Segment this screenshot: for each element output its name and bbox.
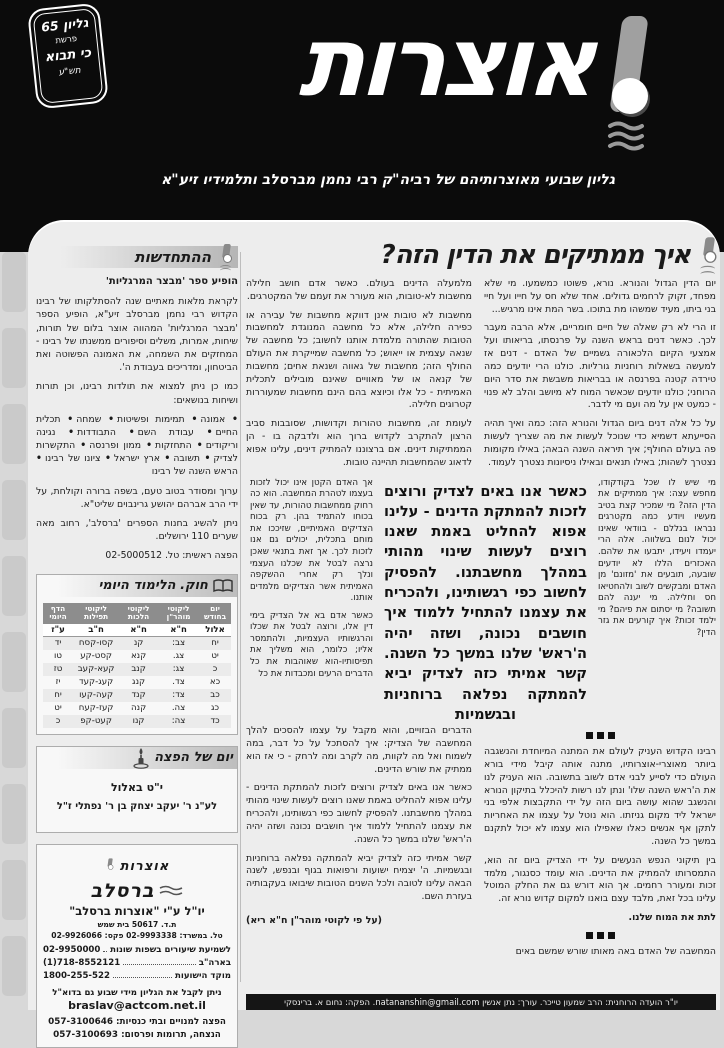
col-day: יום בחודש [199, 603, 231, 624]
masthead-tagline: גליון שבועי מאוצרותיהם של רביה"ק רבי נחמן מברסלב ותלמידיו זיע"א [161, 172, 615, 188]
article-paragraph: הדברים הבזויים, והוא מקבל על עצמו להסכים להלך המחשבה של הצדיק: איך להסתכל על כל דבר, במה לשמוח ואל מה לקוות, מה לקרב ומה לרחק - כי אז הוא ממתיק את שורש הדינים. [246, 725, 472, 775]
exclamation-mark-icon [594, 12, 652, 164]
cell-daf: טז [43, 663, 73, 676]
subheader-part2: ח"א [119, 624, 158, 637]
otzrot-logo [297, 6, 652, 164]
cell-moharan: צג. [172, 651, 185, 662]
table-header-row [43, 603, 231, 624]
article-paragraph: מי שיש לו שכל בקודקודו, מחפש עצה: איך ממתיקים את הדין הזה? מי שמכיר קצת בטיב מעשיו ויודע כמה מקטרגים נבראו בגללם - בוודאי שאינו יכול לנום בשלווה. אלה הרי יעמדו ויעידו, יתבעו את שלהם. האכזרים הללו לא יודעים שובעה, תובעים את 'מזונם' מן האדם ומבקשים לשוב ולהחטיאו חס וחלילה. מי יענה להם תשובה? מי יסתום את פיהם? מי ילמד זכות? איך קורעים את גזר הדין? [598, 477, 716, 638]
cell-day: כד [199, 715, 231, 728]
publisher-logo-top: אוצרות [119, 858, 170, 874]
article-paragraph: מלמעלה הדינים בעולם. כאשר אדם חושב חלילה מחשבות לא-טובות, הוא מעורר את זעמם של המקטרגים. [246, 278, 472, 302]
article-paragraph: בין תיקוני הנפש הנעשים על ידי הצדיק ביום זה הוא, התמסרותו להמתיק את הדינים. הוא עומד כסנגור, מלמד זכות ומעורר רחמים. אך הוא דורש גם את החלק המוטל עלינו בכל זאת, מלבד עצם בואנו למקום קדוש נורא זה. [484, 854, 716, 905]
article-paragraph: כאשר אדם בא אל הצדיק בימי דין אלו, ורוצה לבטל את שכלו והרגשותיו העצמיות, ולהתמסר אליו; כלומר, הוא משליך את תפיסותיו-הוא שאוהבות את כל הדברים הרעים ומכבדות את כל [250, 610, 373, 679]
article-paragraph: אך האדם הקטן אינו יכול לזכות בעצמו לטהרת המחשבה. הוא כה רחוק ממחשבות טהורות, עד שאין בכוחו להתמיד בהן. רק בכוח הצדיקים האמיתיים, שזיככו את מוחם בתכלית, יכולים גם אנו לזכות לכך. אך זאת בתנאי שאכן נרצה לבטל את שכלנו העצמי ונלך רק אחרי ההשקפה האמיתית אשר הצדיקים מלמדים אותנו. [250, 477, 373, 604]
phone-label: לשמיעת שיעורים בשפות שונות [110, 944, 231, 955]
parsha-name: כי תבוא [44, 45, 92, 66]
news-section-header [36, 246, 238, 268]
cell-daf: יט [54, 703, 62, 714]
dotted-leader [113, 971, 172, 978]
book-topic: • התחזקות [155, 440, 203, 451]
article-paragraph: קשר אמיתי כזה לצדיק יביא להמתקה נפלאה ברוחניות ובגשמיות. ה' יצמיח ישועות ורפואות בגוף ובנפש, לשנה הבאה עלינו לטובה ולכל השנים הטובות שיבואו בעקבותיה בעזרת השם. [246, 852, 472, 903]
cell-daf: יד [43, 636, 73, 650]
book-topic: • תכלית החיים [36, 414, 238, 438]
cell-halachot: קנד [119, 689, 158, 702]
daily-study-table [43, 603, 231, 728]
cell-halachot: קנב [119, 663, 158, 676]
daily-study-header [37, 575, 237, 597]
publisher-address: ת.ד. 50617 בית שמש [97, 919, 177, 929]
subheader-part1: ח"א [158, 624, 199, 637]
cell-daf: כ [43, 715, 73, 728]
pull-quote: כאשר אנו באים לצדיק ורוצים לזכות להמתקת הדינים - עלינו אפוא להחליט באמת שאנו רוצים לעשות שינוי מהותי במהלך מחשבתנו. להפסיק לחשוב כפי רגשותינו, ולהכריח את עצמנו להתחיל ללמוד איך חושבים נכונה, ושזה יהיה ה'ראש' שלנו במשך כל השנה. קשר אמיתי כזה לצדיק יביא להמתקה נפלאה ברוחניות ובגשמיות [384, 483, 587, 723]
book-topic: • נגינה וריקודים [36, 427, 238, 451]
article-paragraph: רבינו הקדוש העניק לעולם את המתנה המיוחדת והנשגבה ביותר מאוצרי-אוצרותיו, מתנה אותה קיבל מידי בורא העולם כדי לסייע לבני אדם לשוב בתשובה. הוא העניק לנו את ה'ראש השנה שלו' ונתן לנו רשות להיכלל בתיקון הנורא והנשגב שהוא עושה ביום הזה על ידי התקבצות אלפי בני ישראל ליד מקום גניזתו. הוא נוטל על עצמו את האחריות לתקן אף אנשים כאלו שאפילו הוא עצמו לא יכול לתקנם במשך כל השנה. [484, 746, 716, 847]
table-row [43, 636, 231, 650]
book-announcement-title: הופיע ספר 'מבצר המרגליות' [105, 276, 238, 287]
book-topic: • ציונו של רבינו [45, 453, 111, 464]
memorial-dedication: לע"נ ר' יעקב יצחק בן ר' נפתלי ז"ל [56, 800, 218, 812]
cell-day: כג [211, 703, 220, 714]
sidebar [36, 246, 239, 1040]
daily-study-title: חוק. הלימוד היומי [98, 578, 208, 594]
credits-bar [246, 994, 716, 1010]
publisher-logo-bottom: ברסלב [90, 879, 155, 902]
book-topic: • הראש השנה של רבינו [36, 453, 238, 477]
editor-note: ערוך ומסודר בטוב טעם, בשפה ברורה וקולחת, על ידי הרב אברהם יהושע גרינבוים שליט"א. [36, 485, 238, 510]
article-paragraph: מחשבות לא טובות אינן דווקא מחשבות של עבירה או כפירה חלילה, אלא כל מחשבה המנוגדת למחשבות הטובות שהתורה מלמדת אותנו לחשוב; כל מחשבה של שנאה עצמית או ייאוש; כל מחשבה שמייקרת את העולם החולף הזה; מחשבות של גאווה ושנאת אחים; מחשבות של קנאה או של מאוויים שאינם מובילים לתכלית האמיתית - כל אלו וכיוצא בהם הינם מחשבות שמעוררות קטרוגים חלילה. [246, 309, 472, 411]
issue-number: גליון 65 [40, 14, 89, 35]
distribution-phone: הפצה ראשית: טל. 02-5000512 [105, 550, 238, 562]
cell-moharan: צה. [171, 703, 186, 714]
news-body [36, 275, 238, 563]
subheader-month: אלול [199, 624, 231, 637]
table-row [43, 650, 231, 663]
section-separator [484, 732, 716, 739]
cell-daf: יז [55, 677, 61, 688]
cell-day: יט [211, 651, 219, 662]
phone-number: (1)718-8552121 [43, 957, 121, 968]
table-body [43, 636, 231, 728]
publisher-office-phone: טל. במשרד: 02-9993338 פקס: 02-9926066 [51, 930, 223, 940]
cell-halachot: קנג [132, 677, 146, 688]
main-article [246, 240, 716, 1010]
logo-wordmark: אוצרות [297, 6, 595, 118]
book-topic: • ארץ ישראל [114, 453, 170, 464]
waves-icon [158, 885, 184, 897]
col-likutei-tefilot: ליקוטי תפילות [73, 603, 119, 624]
phone-row [43, 945, 231, 955]
cell-moharan: צד. [172, 677, 185, 688]
hafatza-title: יום של הפצה [154, 750, 233, 766]
hafatza-header [37, 747, 237, 769]
open-book-icon [213, 579, 233, 593]
cell-day: יח [199, 636, 231, 650]
table-row [43, 663, 231, 676]
article-middle-band [246, 478, 716, 726]
publisher-box [36, 844, 238, 1048]
phone-number: 02-9950000 [43, 944, 101, 955]
dotted-leader [103, 945, 107, 952]
hafatza-date: י"ט באלול [110, 780, 164, 794]
cell-tefilot: קעג-קעד [78, 677, 114, 688]
article-bottom-band [246, 725, 716, 965]
dotted-leader [123, 958, 196, 965]
col-daf-yomi: הדף היומי [43, 603, 73, 624]
bottom-left-paragraphs [246, 725, 472, 904]
table-subheader-row [43, 624, 231, 637]
phone-row [43, 958, 231, 968]
exclamation-mark-icon [216, 244, 234, 271]
headline-row [246, 240, 716, 270]
column-divider [240, 252, 241, 982]
table-row [43, 689, 231, 702]
article-paragraph: יום הדין הגדול והנורא. נורא, פשוטו כמשמעו. מי שלא מפחד, זקוק לרחמים גדולים. אחד שלא חס על חייו ועל חיי בני ביתו, מעיד שמשהו מת בתוכו. בשר המת אינו מרגיש... [484, 278, 716, 315]
article-paragraph: כאשר אנו באים לצדיק ורוצים לזכות להמתקת הדינים - עלינו אפוא להחליט באמת שאנו רוצים לעשות שינוי מהותי במהלך מחשבתנו. להפסיק לחשוב כפי רגשותינו, ולהכריח את עצמנו להתחיל ללמוד איך חושבים נכונה ושזה יהיה ה'ראש' שלנו במשך כל השנה. [246, 782, 472, 845]
article-paragraph: על כל אלה דנים ביום הגדול והנורא הזה: כמה ואיך תהיה הסייעתא דשמיא כדי שנוכל לעשות את מה שצריך לעשות פה בעולם החולף; איך תיראה השנה הבאה; באילו מקומות נצטרך לשהות; באילו תנאים ובאילו ניסיונות נצטרך לעמוד. [484, 418, 716, 468]
table-row [43, 715, 231, 728]
published-by: יו"ל ע"י "אוצרות ברסלב" [69, 903, 205, 918]
book-topic: • שמחה [76, 414, 114, 425]
table-row [43, 702, 231, 715]
issue-badge [27, 3, 109, 110]
article-headline: איך ממתיקים את הדין הזה? [380, 240, 690, 270]
email-note: ניתן לקבל את הגליון מידי שבוע גם בדוא"ל [52, 987, 222, 998]
book-topic: • עבודת השם [138, 427, 213, 438]
book-topic: • אמונה [200, 414, 238, 425]
news-paragraphs [36, 295, 238, 407]
continuation-line: המחשבה של האדם באה מאותו שורש שמשם באים [515, 945, 716, 957]
cell-daf: טו [54, 651, 62, 662]
cell-tefilot: קעז-קעח [78, 703, 114, 714]
book-topic: • התקשרות לצדיק [36, 440, 238, 464]
article-column-left-bottom [246, 725, 472, 965]
article-paragraph: לעומת זה, מחשבות טהורות וקדושות, שסובבות סביב הרצון להתקרב לקדוש ברוך הוא ולדבקה בו - הן הממתיקות דינים. אם ברצוננו להמתיק דינים, עלינו אפוא לדאוג שהמחשבות תהיינה טובות. [246, 418, 472, 468]
bottom-right-paragraphs [484, 746, 716, 906]
parsha-label: פרשת [55, 33, 78, 47]
exclamation-mark-icon [107, 858, 114, 874]
cell-day: כ [199, 663, 231, 676]
cell-moharan: צה: [158, 715, 199, 728]
cell-tefilot: קעא-קעב [73, 663, 119, 676]
cell-moharan: צג: [158, 663, 199, 676]
article-column-left [246, 278, 472, 476]
cell-halachot: קנא [130, 651, 147, 662]
subheader-part3: ח"ב [73, 624, 119, 637]
cell-day: כב [199, 689, 231, 702]
decorative-side-tabs [2, 252, 26, 996]
cell-tefilot: קעט-קפ [73, 715, 119, 728]
cell-tefilot: קסט-קע [80, 651, 113, 662]
article-paragraph: זו הרי לא רק שאלה של חיים חומריים, אלא הרבה מעבר לכך. כאשר דנים בראש השנה על פרנסתו, בריאותו ועל אמצעי הקיום הלכאורה גשמיים של האדם - דנים אז למעשה בשאלות רוחניות גורליות. כולנו הרי יודעים כמה טירדה קטנה בפרנסה או בבריאות משבשת את סדר היום הרוחני; כולנו יודעים שכאשר המוח לא מיושב והלב לא פנוי - כמעט אין על מה ועם מי לדבר. [484, 322, 716, 411]
credits-text: יו"ר הועדה הרוחנית: הרב שמעון טייכר. עורך: נתן אנשין natananshin@gmail.com. הפקה: נחום א. ברינסקי [284, 997, 678, 1007]
article-flow [246, 240, 716, 988]
cell-moharan: צב: [158, 636, 199, 650]
subscriptions-phone: הפצה למנויים ובתי כנסיות: 057-3100646 [48, 1016, 226, 1027]
book-topic: • תמימות ופשיטות [117, 414, 197, 425]
candle-icon [133, 747, 149, 769]
cell-tefilot: קסו-קסח [73, 636, 119, 650]
cell-daf: יח [43, 689, 73, 702]
publisher-email: braslav@actcom.net.il [68, 998, 206, 1012]
news-section-title: ההתחדשות [134, 248, 211, 266]
col-likutei-halachot: ליקוטי הלכות [119, 603, 158, 624]
availability-note: ניתן להשיג בחנות הספרים 'ברסלב', רחוב מאה שערים 110 ירושלים. [36, 518, 238, 543]
book-topics-list [36, 413, 238, 479]
bold-closing-line: לתת את המוח שלנו. [628, 912, 716, 924]
waves-icon [606, 120, 646, 156]
news-paragraph: לקראת מלאות מאתיים שנה להסתלקותו של רבינו הקדוש רבי נחמן מברסלב זיע"א, הופיע הספר 'מבצר המרגליות' המהווה אוצר בלום של תורות, שיחות, אמרות, משלים וסיפורים ממשנתו של רבינו - המחזקים את השמחה, את האמונה הפשוטה ואת הביטחון, ומדריכים בעבודת ה'. [36, 296, 238, 374]
article-top-band [246, 278, 716, 476]
article-column-right-bottom [484, 725, 716, 965]
hafatza-box [36, 746, 238, 833]
phone-label: מוקד הישועות [175, 970, 231, 981]
news-paragraph: כמו כן ניתן למצוא את תולדות רבינו, וכן תורות ושיחות בנושאים: [36, 381, 238, 406]
cell-halachot: קנה [131, 703, 147, 714]
phone-list [43, 945, 231, 981]
narrow-column-left [250, 478, 373, 726]
book-topic: • תשובה [173, 453, 210, 464]
article-column-right [484, 278, 716, 476]
source-citation: (על פי לקוטי מוהר"ן ח"א ריא) [246, 914, 383, 926]
narrow-column-right [598, 478, 716, 726]
phone-row [43, 971, 231, 981]
col-likutei-moharan: ליקוטי מוהר"ן [158, 603, 199, 624]
publisher-logo [43, 853, 231, 902]
cell-halachot: קנו [119, 715, 158, 728]
donations-phone: הנצחה, תרומות ופרסום: 057-3100693 [53, 1029, 221, 1040]
book-topic: • ממון ופרנסה [89, 440, 152, 451]
phone-number: 1800-255-522 [43, 970, 110, 981]
section-separator [484, 932, 716, 939]
cell-halachot: קנ [119, 636, 158, 650]
cell-tefilot: קעה-קעו [73, 689, 119, 702]
masthead [0, 0, 724, 252]
subheader-tractate: ע"ז [43, 624, 73, 637]
exclamation-mark-icon [695, 237, 719, 273]
daily-study-box [36, 574, 238, 735]
cell-day: כא [209, 677, 221, 688]
hebrew-year: תש"ע [58, 65, 82, 79]
phone-label: בארה"ב [198, 957, 231, 968]
cell-moharan: צד: [158, 689, 199, 702]
book-topic: • התבודדות [77, 427, 135, 438]
table-row [43, 676, 231, 689]
